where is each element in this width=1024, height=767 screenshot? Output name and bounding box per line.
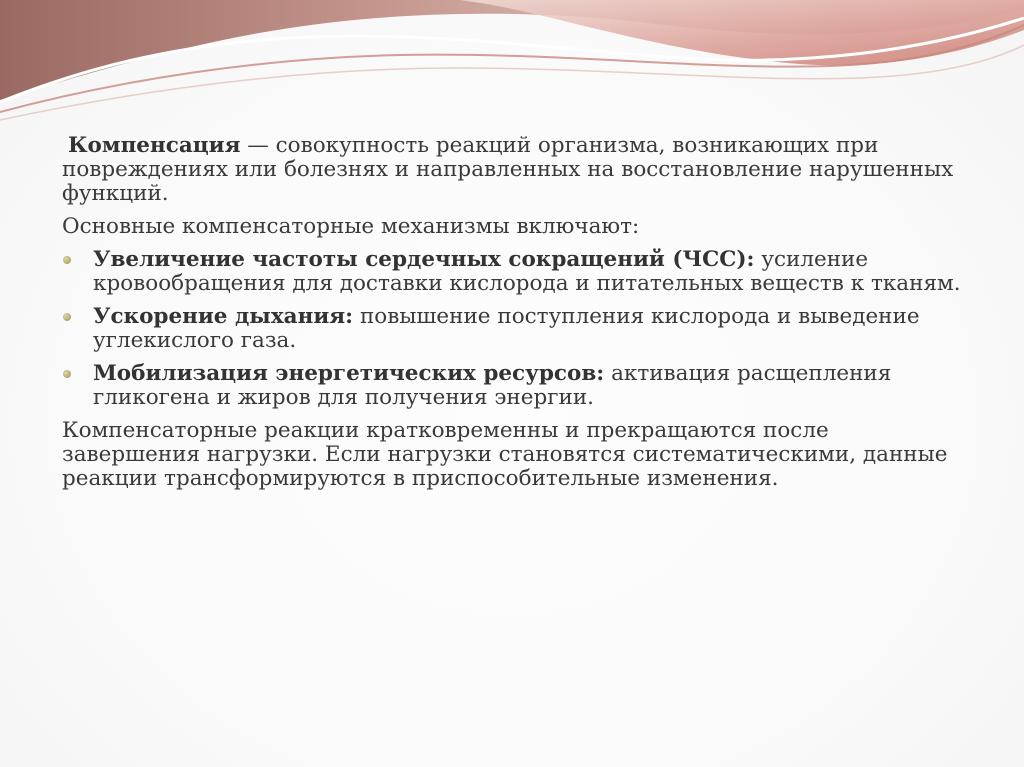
mechanism-title: Увеличение частоты сердечных сокращений (ЧСС): (93, 247, 755, 272)
mechanism-text: активация расщепления гликогена и жиров для получения энергии. (93, 361, 892, 410)
header-wave-decoration (0, 0, 1024, 130)
slide-content (62, 134, 962, 500)
mechanisms-intro: Основные компенсаторные механизмы включают: (62, 214, 640, 239)
bullet-icon (63, 256, 71, 264)
mechanism-text: повышение поступления кислорода и выведение углекислого газа. (93, 304, 920, 353)
definition-text: — совокупность реакций организма, возникающих при повреждениях или болезнях и направленных на восстановление нарушенных функций. (62, 133, 954, 206)
conclusion-paragraph: Компенсаторные реакции кратковременны и прекращаются после завершения нагрузки. Если нагрузки становятся систематическими, данные реакции трансформируются в приспособительные изменения. (62, 418, 948, 491)
bullet-icon (63, 313, 71, 321)
mechanism-text: усиление кровообращения для доставки кислорода и питательных веществ к тканям. (93, 247, 961, 296)
definition-paragraph (62, 134, 962, 206)
definition-term: Компенсация (68, 133, 241, 158)
list-item (62, 305, 962, 353)
bullet-icon (63, 370, 71, 378)
list-item (62, 248, 962, 296)
mechanism-title: Ускорение дыхания: (93, 304, 354, 329)
mechanism-list (62, 248, 962, 410)
mechanism-title: Мобилизация энергетических ресурсов: (93, 361, 605, 386)
list-item (62, 362, 962, 410)
